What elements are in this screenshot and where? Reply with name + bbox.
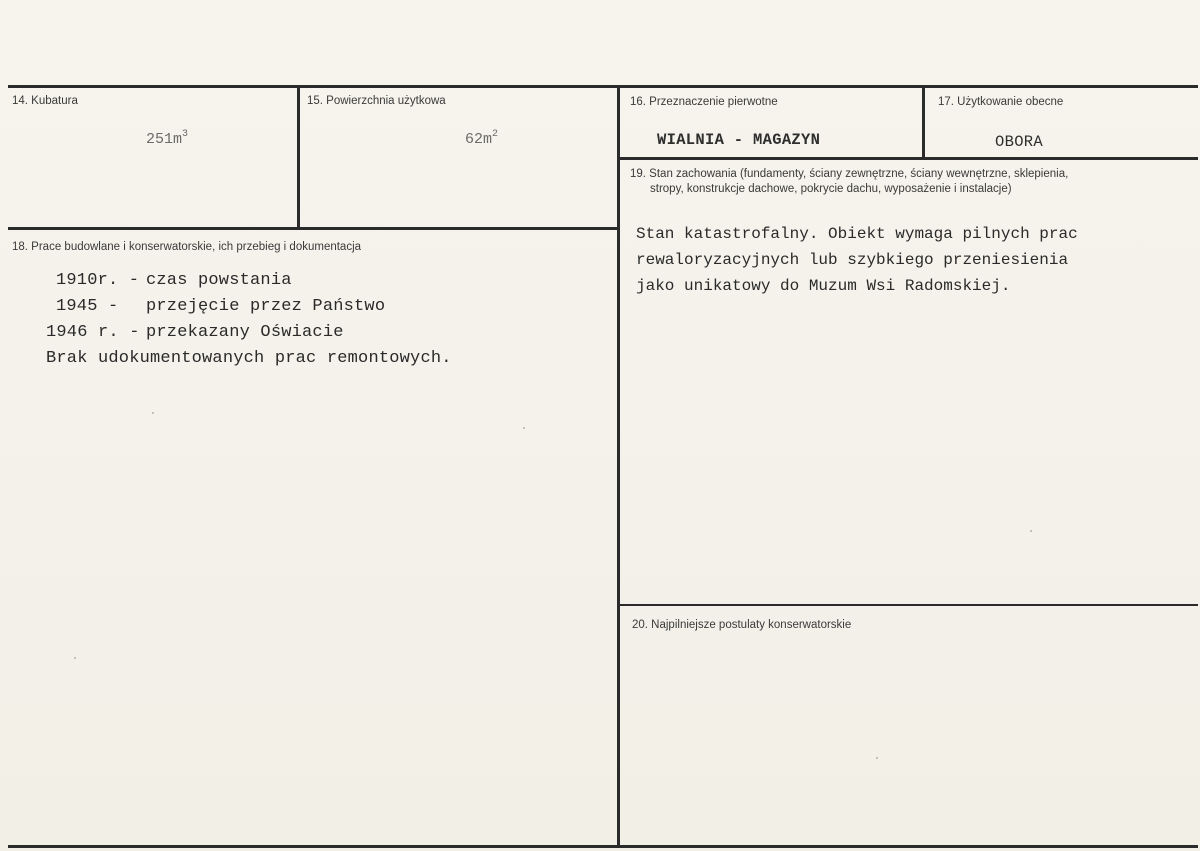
field-19-label: 19. Stan zachowania (fundamenty, ściany zewnętrzne, ściany wewnętrzne, sklepienia, [630, 168, 1069, 180]
divider-16-17 [922, 86, 925, 159]
divider-14-15 [297, 86, 300, 229]
entry-year: 1946 r. - [46, 323, 140, 342]
paper-speck [876, 757, 878, 759]
field-15-label: 15. Powierzchnia użytkowa [307, 95, 446, 107]
entry-year: 1910r. - [56, 271, 140, 290]
field-16-value: WIALNIA - MAGAZYN [657, 131, 821, 149]
field-18-note: Brak udokumentowanych prac remontowych. [46, 349, 452, 368]
paper-speck [74, 657, 76, 659]
paper-speck [1030, 530, 1032, 532]
divider-center [617, 86, 620, 848]
entry-text: przejęcie przez Państwo [146, 297, 386, 316]
field-19-line: rewaloryzacyjnych lub szybkiego przeniesienia [636, 251, 1069, 269]
field-18-label: 18. Prace budowlane i konserwatorskie, ich przebieg i dokumentacja [12, 241, 362, 253]
paper-speck [523, 427, 525, 429]
rule-under-16-17 [620, 157, 1198, 160]
entry-year: 1945 - [56, 297, 119, 316]
entry-text: czas powstania [146, 271, 292, 290]
rule-under-14-15 [8, 227, 620, 230]
field-17-value: OBORA [995, 133, 1044, 151]
field-15-value: $62m^2$ [465, 129, 499, 148]
field-17-label: 17. Użytkowanie obecne [938, 96, 1064, 108]
top-rule [8, 85, 1198, 88]
paper-speck [152, 412, 154, 414]
bottom-rule [8, 845, 1198, 848]
field-20-label: 20. Najpilniejsze postulaty konserwatorskie [632, 619, 852, 631]
field-19-line: Stan katastrofalny. Obiekt wymaga pilnych prac [636, 225, 1078, 243]
field-14-value: $251m^3$ [146, 129, 189, 148]
field-19-label-cont: stropy, konstrukcje dachowe, pokrycie dachu, wyposażenie i instalacje) [650, 183, 1012, 195]
field-19-line: jako unikatowy do Muzum Wsi Radomskiej. [636, 277, 1011, 295]
rule-above-20 [620, 604, 1198, 606]
entry-text: przekazany Oświacie [146, 323, 344, 342]
field-16-label: 16. Przeznaczenie pierwotne [630, 96, 778, 108]
field-14-label: 14. Kubatura [12, 95, 78, 107]
